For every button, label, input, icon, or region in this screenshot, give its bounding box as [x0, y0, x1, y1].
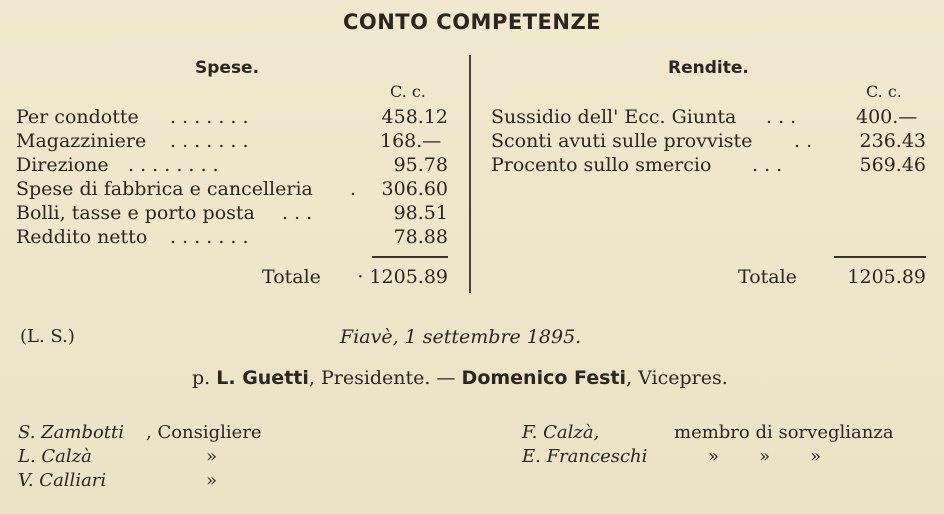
spese-row-label: Magazziniere	[16, 130, 147, 152]
signatory-name: S. Zambotti	[18, 422, 125, 443]
spese-heading: Spese.	[195, 58, 260, 78]
rendite-total-value: 1205.89	[847, 266, 926, 288]
rendite-total-label: Totale	[738, 266, 797, 288]
signatory-name: F. Calzà,	[522, 422, 600, 443]
spese-row-label: Bolli, tasse e porto posta	[16, 202, 255, 224]
spese-row-value: 306.60	[381, 178, 448, 200]
rendite-row-label: Procento sullo smercio	[491, 154, 712, 176]
signatory-role: »	[206, 470, 218, 491]
spese-row-leader: . . . . . . . .	[128, 154, 219, 176]
vicepresident-name: Domenico Festi	[461, 367, 627, 389]
spese-row-label: Direzione	[16, 154, 109, 176]
president-name: L. Guetti	[216, 367, 309, 389]
spese-row-leader: . . . . . . .	[170, 226, 249, 248]
rendite-currency: C. c.	[866, 82, 902, 101]
rendite-row-value: 569.46	[859, 154, 926, 176]
rendite-row-label: Sussidio dell' Ecc. Giunta	[491, 106, 737, 128]
seal-mark: (L. S.)	[20, 326, 75, 347]
signatory-role: »	[206, 446, 218, 467]
spese-row-leader: . . .	[282, 202, 313, 224]
spese-total-value: · 1205.89	[357, 266, 448, 288]
spese-row-label: Spese di fabbrica e cancelleria	[16, 178, 313, 200]
spese-row-leader: . . . . . . .	[170, 130, 249, 152]
spese-currency: C. c.	[390, 82, 426, 101]
rendite-row-leader: . . .	[752, 154, 783, 176]
signatory-role: , Consigliere	[146, 422, 262, 443]
spese-row-value: 95.78	[393, 154, 448, 176]
signatory-name: E. Franceschi	[522, 446, 648, 467]
rendite-heading: Rendite.	[668, 58, 749, 78]
spese-row-value: 98.51	[393, 202, 448, 224]
spese-row-leader: .	[350, 178, 357, 200]
signatory-name: L. Calzà	[18, 446, 92, 467]
column-divider	[469, 55, 471, 293]
spese-row-leader: . . . . . . .	[170, 106, 249, 128]
spese-row-value: 458.12	[381, 106, 448, 128]
spese-row-label: Per condotte	[16, 106, 139, 128]
president-prefix: p.	[192, 367, 211, 389]
signatory-role: membro di sorveglianza	[674, 422, 894, 443]
signatory-role: » » »	[708, 446, 822, 467]
place-date: Fiavè, 1 settembre 1895.	[340, 326, 582, 348]
spese-row-value: 168.—	[380, 130, 442, 152]
president-role: , Presidente. —	[308, 367, 456, 389]
rendite-row-label: Sconti avuti sulle provviste	[491, 130, 753, 152]
spese-total-rule	[372, 256, 448, 258]
rendite-row-value: 236.43	[859, 130, 926, 152]
spese-total-label: Totale	[262, 266, 321, 288]
spese-row-value: 78.88	[393, 226, 448, 248]
rendite-row-value: 400.—	[856, 106, 918, 128]
vicepresident-role: , Vicepres.	[626, 367, 728, 389]
spese-row-label: Reddito netto	[16, 226, 148, 248]
page-title: CONTO COMPETENZE	[342, 10, 602, 34]
rendite-total-rule	[834, 256, 926, 258]
rendite-row-leader: . .	[794, 130, 813, 152]
signatory-name: V. Calliari	[18, 470, 107, 491]
rendite-row-leader: . . .	[766, 106, 797, 128]
presidents-line	[192, 367, 728, 389]
